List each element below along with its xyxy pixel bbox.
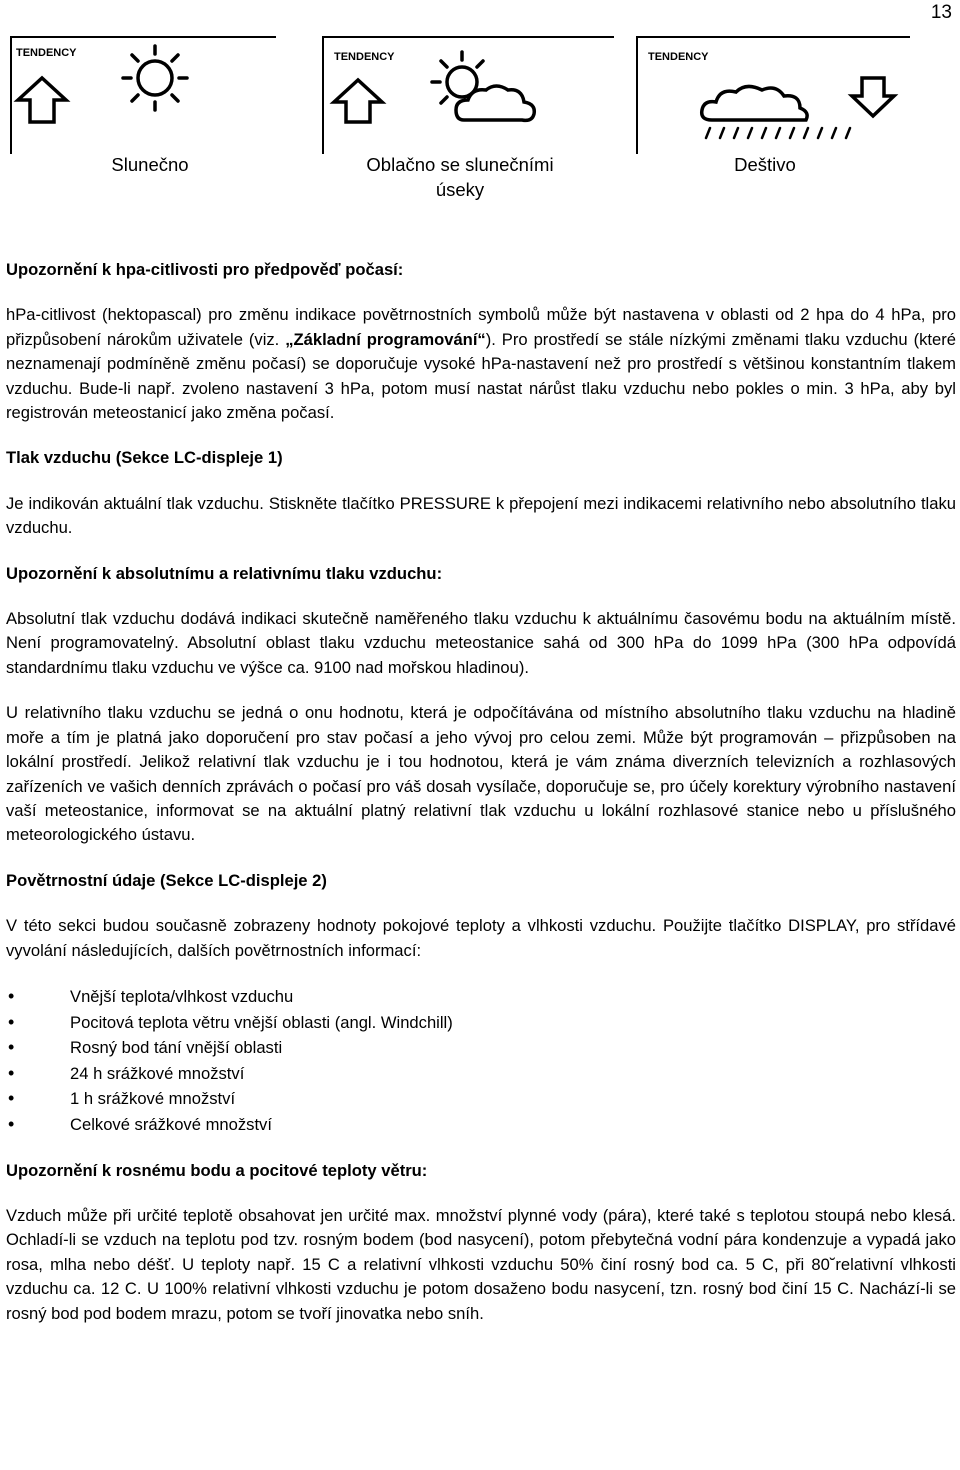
paragraph-dewpoint: Vzduch může při určité teplotě obsahovat jen určité max. množství plynné vody (pára), které také s teplotou stoupá nebo klesá. Ochladí-li se vzduch na teplotu pod tzv. rosným bodem (bod nasycení), potom přebytečná vodní pára kondenzuje a vypadá jako rosa, mlha nebo déšť. U teploty např. 15 C a relativní vlhkosti vzduchu 50% činí rosný bod ca. 5 C, při 80˘relativní vlhkosti vzduchu ca. 12 C. U 100% relativní vlhkosti vzduchu je potom dosaženo bodu nasycení, tzn. rosný bod činí 15 C. Nachází-li se rosný bod pod bodem mrazu, potom se tvoří jinovatka nebo sníh. (6, 1205, 956, 1323)
paragraph-absolute-pressure: Absolutní tlak vzduchu dodává indikaci skutečně naměřeného tlaku vzduchu k aktuálnímu časovému bodu na aktuálním místě. Není programovatelný. Absolutní oblast tlaku vzduchu meteostanice sahá od 300 hPa do 1099 hPa (300 hPa odpovídá standardnímu tlaku vzduchu ve výšce ca. 9100 nad mořskou hladinou). (6, 609, 956, 677)
heading-dewpoint-windchill: Upozornění k rosnému bodu a pocitové teploty větru: (6, 1160, 428, 1180)
paragraph-weather-data: V této sekci budou současně zobrazeny hodnoty pokojové teploty a vlhkosti vzduchu. Použijte tlačítko DISPLAY, pro střídavé vyvolání následujících, dalších povětrnostních informací: (6, 916, 956, 960)
icon-caption-rainy: Deštivo (734, 154, 796, 175)
list-item: • Pocitová teplota větru vnější oblasti (angl. Windchill) (6, 1010, 956, 1036)
list-item: • Rosný bod tání vnější oblasti (6, 1035, 956, 1061)
heading-hpa-sensitivity: Upozornění k hpa-citlivosti pro předpověď počasí: (6, 260, 404, 279)
document-body (6, 258, 956, 1326)
reference-basic-programming: „Základní programování“ (285, 329, 486, 349)
heading-air-pressure: Tlak vzduchu (Sekce LC-displeje 1) (6, 448, 283, 468)
paragraph-hpa-sensitivity: hPa-citlivost (hektopascal) pro změnu indikace povětrnostních symbolů může být nastavena v oblasti od 2 hpa do 4 hPa, pro přizpůsobení nárokům uživatele (viz. „Základní programování“). Pro prostředí se stále nízkými změnami tlaku vzduchu (které neznamenají podmíněně změnu počasí) se doporučuje vysoké hPa-nastavení než pro prostředí s většinou konstantním tlakem vzduchu. Bude-li např. zvoleno nastavení 3 hPa, potom musí nastat nárůst tlaku vzduchu nebo pokles o min. 3 hPa, aby byl registrován meteostanicí jako změna počasí. (6, 305, 956, 423)
weather-info-list (6, 984, 956, 1138)
partly-cloudy-with-up-arrow-icon (322, 36, 614, 154)
heading-weather-data: Povětrnostní údaje (Sekce LC-displeje 2) (6, 870, 327, 890)
rain-cloud-with-down-arrow-icon (636, 36, 910, 154)
icon-caption-sunny: Slunečno (111, 154, 189, 175)
sun-with-up-arrow-icon (10, 36, 276, 154)
list-item: • 24 h srážkové množství (6, 1061, 956, 1087)
tendency-label: TENDENCY (334, 51, 395, 63)
paragraph-relative-pressure: U relativního tlaku vzduchu se jedná o onu hodnotu, která je odpočítávána od místního absolutního tlaku vzduchu na hladině moře a tím je platná jako doporučení pro stav počasí a jeho vývoj pro celou zemi. Může být programován – přizpůsoben na lokální prostředí. Jelikož relativní tlak vzduchu je i tou hodnotou, která je vám známa diverzních televizních a rozhlasových zařízeních ve vašich denních zprávách o počasí pro váš dosah vysílače, doporučuje se, pro účely korektury výrobního nastavení vaší meteostanice, informovat se na aktuální platný relativní tlak vzduchu u lokální rozhlasové stanice nebo u příslušného meteorologického ústavu. (6, 703, 956, 845)
weather-icons-row (0, 36, 960, 200)
list-item: • Celkové srážkové množství (6, 1112, 956, 1138)
heading-absolute-relative-pressure: Upozornění k absolutnímu a relativnímu tlaku vzduchu: (6, 563, 443, 583)
icon-caption-partly-cloudy: Oblačno se slunečními úseky (366, 154, 554, 200)
list-item: • Vnější teplota/vlhkost vzduchu (6, 984, 956, 1010)
paragraph-air-pressure: Je indikován aktuální tlak vzduchu. Stiskněte tlačítko PRESSURE k přepojení mezi indikacemi relativního nebo absolutního tlaku vzduchu. (6, 493, 956, 538)
tendency-label: TENDENCY (648, 51, 709, 63)
page-number: 13 (930, 2, 952, 23)
tendency-label: TENDENCY (16, 47, 77, 59)
list-item: • 1 h srážkové množství (6, 1086, 956, 1112)
